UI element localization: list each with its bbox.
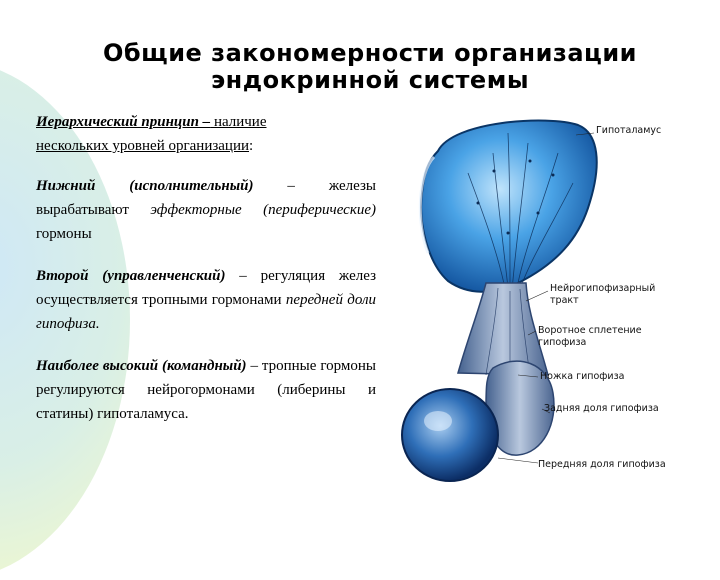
label-tract-line-2: тракт (550, 295, 579, 306)
title-line-2: эндокринной системы (210, 66, 530, 94)
pituitary-illustration (398, 113, 698, 485)
anterior-lobe-shape (402, 389, 498, 481)
level-italic: передней доли гипофиза. (36, 292, 376, 332)
level-italic: эффекторные (периферические) (150, 202, 376, 218)
pituitary-drawing (398, 113, 698, 485)
label-stalk: Ножка гипофиза (540, 371, 625, 382)
intro-paragraph (36, 110, 376, 158)
level-body-end: гормоны (36, 226, 92, 242)
level-term: Второй (управленченский) (36, 268, 226, 284)
level-item-1 (36, 174, 376, 246)
level-body: – тропные гормоны регулируются нейрогормонами (либерины и статины) гипоталамуса. (36, 358, 376, 422)
label-tract-line-1: Нейрогипофизарный (550, 283, 656, 294)
title-line-1: Общие закономерности организации (103, 39, 637, 67)
intro-term: Иерархический принцип – (36, 114, 211, 130)
level-term: Нижний (исполнительный) (36, 178, 254, 194)
body-text (36, 110, 376, 426)
intro-colon: : (249, 138, 254, 154)
label-anterior-lobe: Передняя доля гипофиза (538, 459, 666, 470)
level-term: Наиболее высокий (командный) (36, 358, 247, 374)
level-body: – железы вырабатывают (36, 178, 377, 218)
intro-text-a: наличие (210, 114, 267, 130)
label-hypothalamus: Гипоталамус (596, 125, 662, 136)
level-item-2 (36, 264, 376, 336)
level-body: – регуляция желез осуществляется тропными гормонами (36, 268, 376, 308)
label-plexus-line-2: гипофиза (538, 337, 587, 348)
intro-text-b: нескольких уровней организации (36, 138, 250, 154)
level-item-3 (36, 354, 376, 426)
label-posterior-lobe: Задняя доля гипофиза (544, 403, 659, 414)
hypothalamus-shape (421, 121, 597, 292)
slide-title (40, 40, 700, 94)
pituitary-stalk-shape (458, 283, 548, 375)
label-plexus-line-1: Воротное сплетение (538, 325, 642, 336)
